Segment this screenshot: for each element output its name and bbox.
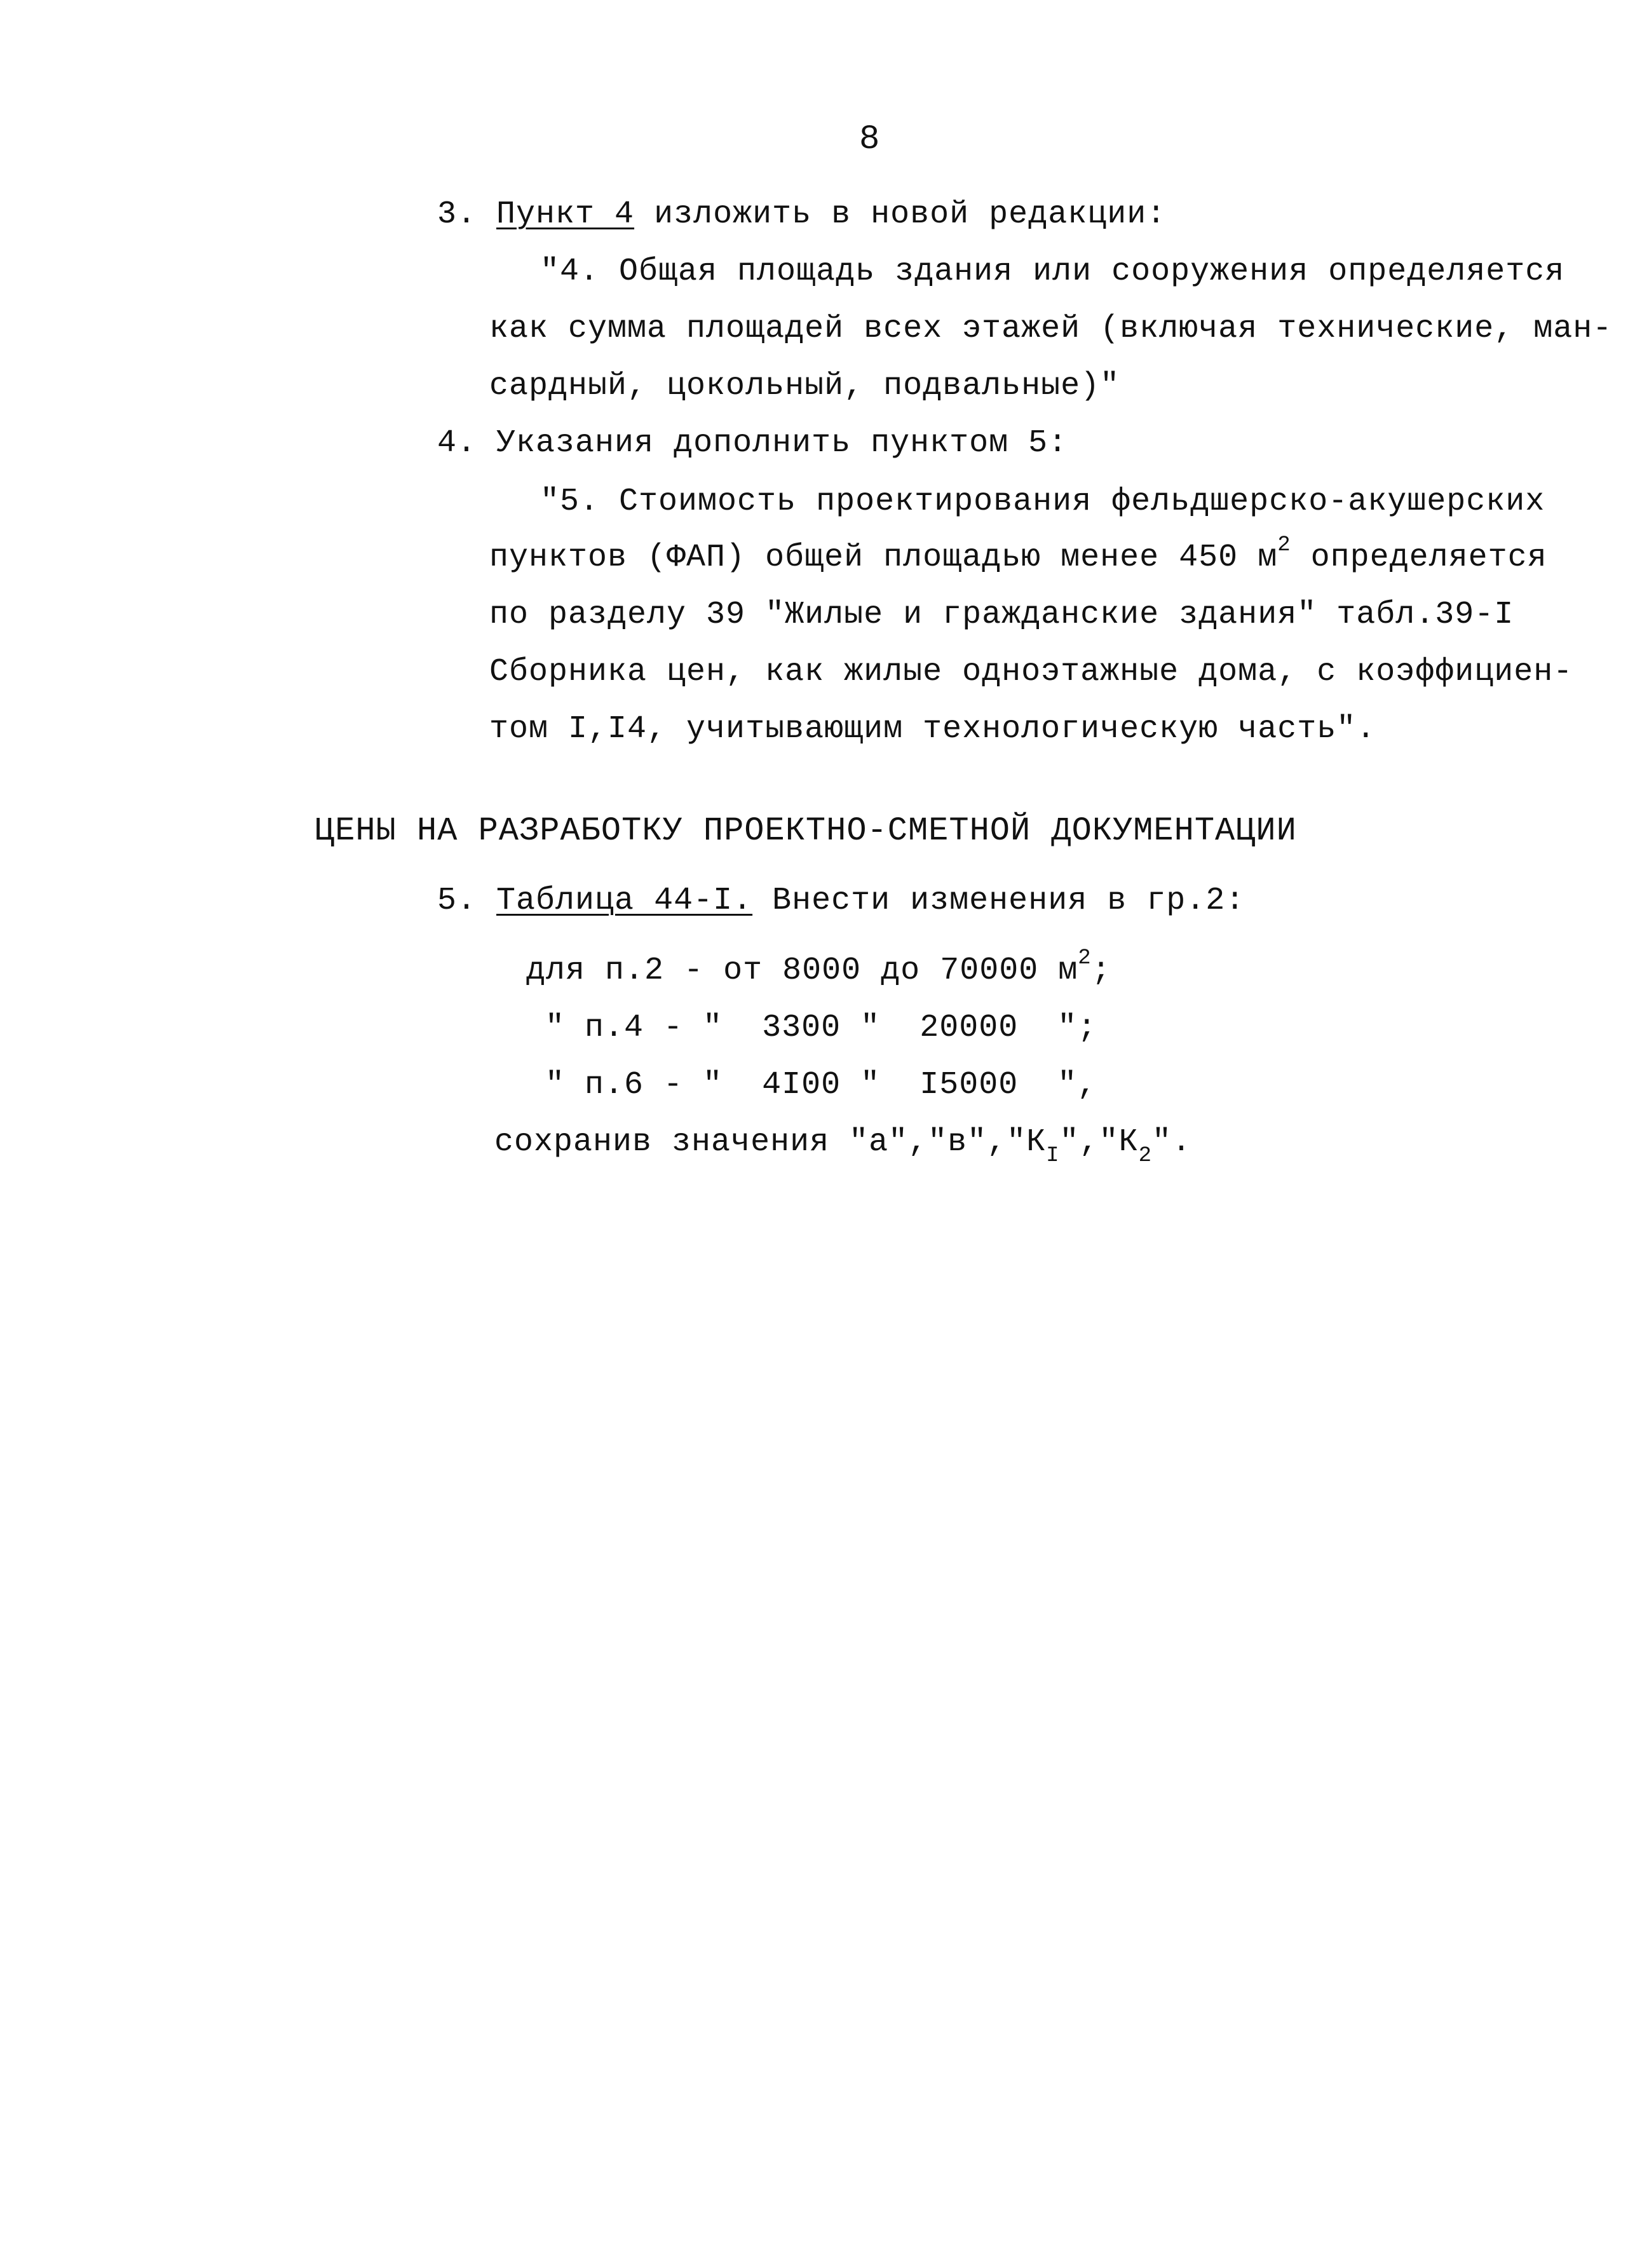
unit-m: м [1058, 953, 1078, 989]
quote-5-line-4: Сборника цен, как жилые одноэтажные дома, с коэффициен- [489, 654, 1573, 690]
closing-end: ". [1151, 1124, 1191, 1160]
change-2-label: " п.4 [545, 1010, 644, 1046]
page-number: 8 [859, 120, 880, 159]
change-2-to-word: " [860, 1010, 881, 1046]
quote-5-line-1: "5. Стоимость проектирования фельдшерско-акушерских [540, 484, 1545, 520]
change-3-to-word: " [860, 1067, 881, 1103]
item-5-text: Внести изменения в гр.2: [772, 883, 1245, 919]
superscript-2: 2 [1277, 533, 1291, 558]
change-2-ditto: " [1057, 1010, 1078, 1046]
closing-mid: ","К [1059, 1124, 1139, 1160]
change-2-from-word: " [703, 1010, 723, 1046]
closing-line [494, 1124, 1191, 1168]
change-3-label: " п.6 [545, 1067, 644, 1103]
closing-text: сохранив значения "а","в","К [494, 1124, 1047, 1160]
item-5-reference: Таблица 44-I. [496, 883, 753, 919]
quote-5-line-2-end: определяется [1291, 540, 1547, 576]
change-2-dash: - [663, 1010, 684, 1046]
change-3-end: , [1077, 1067, 1097, 1103]
change-1-dash: - [684, 953, 704, 989]
change-1-from-word: от [723, 953, 763, 989]
item-3-number: 3. [437, 196, 477, 233]
change-3-dash: - [663, 1067, 684, 1103]
quote-4-line-3: сардный, цокольный, подвальные)" [489, 368, 1120, 404]
quote-5-line-2 [489, 533, 1547, 577]
change-2-end: ; [1077, 1010, 1097, 1046]
change-3-ditto: " [1057, 1067, 1078, 1103]
quote-4-line-1: "4. Общая площадь здания или сооружения определяется [540, 254, 1565, 290]
item-3-text: изложить в новой редакции: [654, 196, 1167, 233]
change-2-from: 3300 [762, 1010, 841, 1046]
change-2-to: 20000 [919, 1010, 1019, 1046]
item-5-number: 5. [437, 883, 477, 919]
item-5 [437, 882, 1245, 920]
change-1-label: для п.2 [526, 953, 665, 989]
unit-superscript: 2 [1078, 946, 1092, 971]
item-3 [437, 196, 1166, 234]
change-1-from: 8000 [782, 953, 862, 989]
change-1-end: ; [1091, 953, 1111, 989]
change-1-unit [1058, 946, 1111, 989]
quote-5-line-3: по разделу 39 "Жилые и гражданские здания" табл.39-I [489, 597, 1514, 633]
item-4: 4. Указания дополнить пунктом 5: [437, 425, 1068, 461]
change-1-to: 70000 [940, 953, 1039, 989]
item-3-reference: Пункт 4 [496, 196, 635, 233]
change-row-3 [545, 1066, 1097, 1104]
quote-4-line-2: как сумма площадей всех этажей (включая технические, ман- [489, 311, 1613, 347]
change-3-from: 4I00 [762, 1067, 841, 1103]
change-row-1 [526, 946, 1111, 990]
change-3-to: I5000 [919, 1067, 1019, 1103]
change-row-2 [545, 1009, 1097, 1047]
quote-5-line-2-text: пунктов (ФАП) общей площадью менее 450 м [489, 540, 1278, 576]
k2-subscript: 2 [1138, 1144, 1152, 1168]
change-3-from-word: " [703, 1067, 723, 1103]
change-1-to-word: до [881, 953, 921, 989]
quote-5-line-5: том I,I4, учитывающим технологическую часть". [489, 711, 1376, 747]
k1-subscript: I [1046, 1144, 1060, 1168]
section-heading: ЦЕНЫ НА РАЗРАБОТКУ ПРОЕКТНО-СМЕТНОЙ ДОКУМЕНТАЦИИ [315, 812, 1297, 850]
